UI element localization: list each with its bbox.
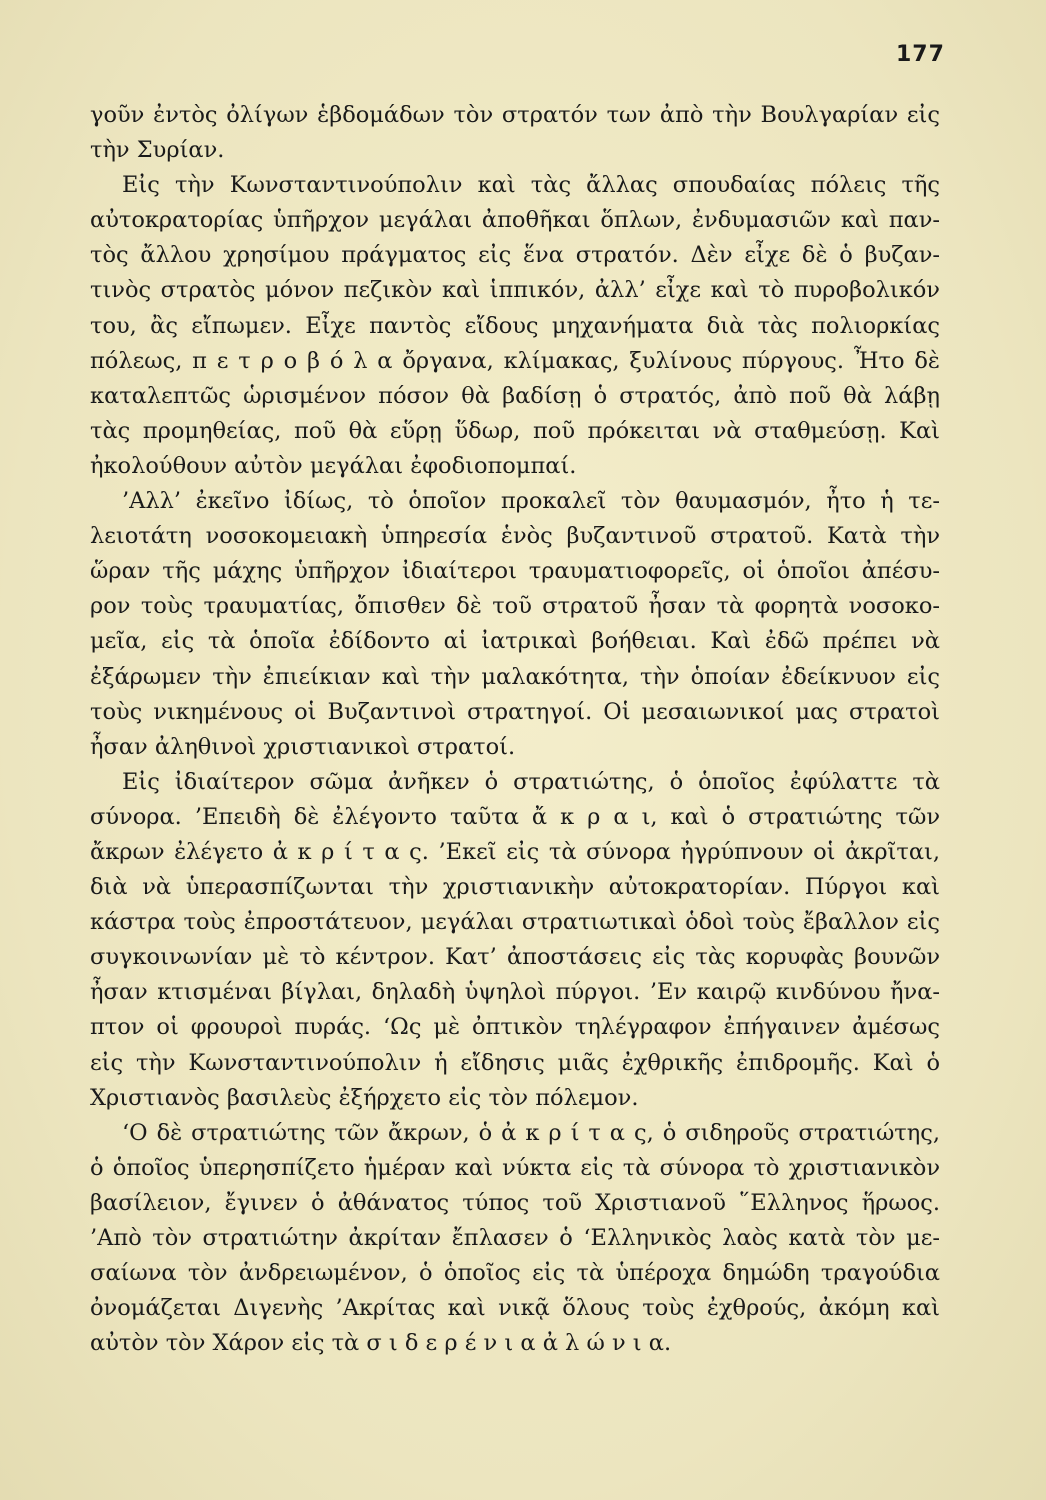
- text-line: καταλεπτῶς ὡρισμένον πόσον θὰ βαδίσῃ ὁ στρατός, ἀπὸ ποῦ θὰ λάβῃ: [90, 382, 940, 409]
- text-line: ’Απὸ τὸν στρατιώτην ἀκρίταν ἔπλασεν ὁ ‘Ελληνικὸς λαὸς κατὰ τὸν με-: [90, 1225, 940, 1251]
- text-line: ὁ ὁποῖος ὑπερησπίζετο ἡμέραν καὶ νύκτα εἰς τὰ σύνορα τὸ χριστιανικὸν: [90, 1154, 940, 1181]
- text-line: τὸς ἄλλου χρησίμου πράγματος εἰς ἕνα στρατόν. Δὲν εἶχε δὲ ὁ βυζαν-: [90, 242, 940, 269]
- page-number: 177: [896, 42, 945, 67]
- text-line: εἰς τὴν Κωνσταντινούπολιν ἡ εἴδησις μιᾶς ἐχθρικῆς ἐπιδρομῆς. Καὶ ὁ: [90, 1049, 940, 1076]
- text-line: Χριστιανὸς βασιλεὺς ἐξήρχετο εἰς τὸν πόλεμον.: [90, 1084, 639, 1111]
- text-line: ’Αλλ’ ἐκεῖνο ἰδίως, τὸ ὁποῖον προκαλεῖ τὸν θαυμασμόν, ἦτο ἡ τε-: [122, 488, 940, 515]
- text-line: λειοτάτη νοσοκομειακὴ ὑπηρεσία ἑνὸς βυζαντινοῦ στρατοῦ. Κατὰ τὴν: [90, 523, 940, 550]
- text-line: διὰ νὰ ὑπερασπίζωνται τὴν χριστιανικὴν αὐτοκρατορίαν. Πύργοι καὶ: [90, 874, 940, 901]
- text-line: ἦσαν κτισμέναι βίγλαι, δηλαδὴ ὑψηλοὶ πύργοι. ’Εν καιρῷ κινδύνου ἤνα-: [90, 979, 940, 1006]
- text-line: αὐτὸν τὸν Χάρον εἰς τὰ σ ι δ ε ρ έ ν ι α ἀ λ ώ ν ι α.: [90, 1330, 672, 1357]
- text-line: τοὺς νικημένους οἱ Βυζαντινοὶ στρατηγοί. Οἱ μεσαιωνικοί μας στρατοὶ: [90, 698, 940, 725]
- text-line: πτον οἱ φρουροὶ πυράς. ‘Ως μὲ ὀπτικὸν τηλέγραφον ἐπήγαινεν ἀμέσως: [90, 1014, 940, 1041]
- text-line: βασίλειον, ἔγινεν ὁ ἀθάνατος τύπος τοῦ Χριστιανοῦ ῞Ελληνος ἥρωος.: [90, 1189, 940, 1216]
- text-line: αὐτοκρατορίας ὑπῆρχον μεγάλαι ἀποθῆκαι ὅπλων, ἐνδυμασιῶν καὶ παν-: [90, 207, 940, 234]
- text-line: Εἰς τὴν Κωνσταντινούπολιν καὶ τὰς ἄλλας σπουδαίας πόλεις τῆς: [122, 172, 940, 199]
- text-line: ὥραν τῆς μάχης ὑπῆρχον ἰδιαίτεροι τραυματιοφορεῖς, οἱ ὁποῖοι ἀπέσυ-: [90, 558, 940, 585]
- text-line: σαίωνα τὸν ἀνδρειωμένον, ὁ ὁποῖος εἰς τὰ ὑπέροχα δημώδη τραγούδια: [90, 1260, 940, 1287]
- text-line: ἐξάρωμεν τὴν ἐπιείκιαν καὶ τὴν μαλακότητα, τὴν ὁποίαν ἐδείκνυον εἰς: [90, 663, 940, 690]
- text-line: ρον τοὺς τραυματίας, ὄπισθεν δὲ τοῦ στρατοῦ ἦσαν τὰ φορητὰ νοσοκο-: [90, 593, 940, 620]
- text-line: ὀνομάζεται Διγενὴς ’Ακρίτας καὶ νικᾷ ὅλους τοὺς ἐχθρούς, ἀκόμη καὶ: [90, 1295, 940, 1322]
- text-line: μεῖα, εἰς τὰ ὁποῖα ἐδίδοντο αἱ ἰατρικαὶ βοήθειαι. Καὶ ἐδῶ πρέπει νὰ: [90, 628, 940, 655]
- text-line: του, ἂς εἴπωμεν. Εἶχε παντὸς εἴδους μηχανήματα διὰ τὰς πολιορκίας: [90, 312, 940, 339]
- text-line: Εἰς ἰδιαίτερον σῶμα ἀνῆκεν ὁ στρατιώτης, ὁ ὁποῖος ἐφύλαττε τὰ: [122, 768, 940, 795]
- text-line: ἠκολούθουν αὐτὸν μεγάλαι ἐφοδιοπομπαί.: [90, 452, 577, 479]
- text-line: ἄκρων ἐλέγετο ἀ κ ρ ί τ α ς. ’Εκεῖ εἰς τὰ σύνορα ἠγρύπνουν οἱ ἀκρῖται,: [90, 838, 940, 865]
- text-line: τὰς προμηθείας, ποῦ θὰ εὕρῃ ὕδωρ, ποῦ πρόκειται νὰ σταθμεύσῃ. Καὶ: [90, 417, 940, 444]
- text-line: ‘Ο δὲ στρατιώτης τῶν ἄκρων, ὁ ἀ κ ρ ί τ α ς, ὁ σιδηροῦς στρατιώτης,: [122, 1119, 940, 1146]
- text-line: ἦσαν ἀληθινοὶ χριστιανικοὶ στρατοί.: [90, 733, 516, 760]
- text-line: πόλεως, π ε τ ρ ο β ό λ α ὄργανα, κλίμακας, ξυλίνους πύργους. Ἦτο δὲ: [90, 347, 940, 374]
- body-text: [90, 98, 940, 1361]
- text-line: σύνορα. ’Επειδὴ δὲ ἐλέγοντο ταῦτα ἄ κ ρ α ι, καὶ ὁ στρατιώτης τῶν: [90, 803, 940, 830]
- text-line: συγκοινωνίαν μὲ τὸ κέντρον. Κατ’ ἀποστάσεις εἰς τὰς κορυφὰς βουνῶν: [90, 944, 940, 971]
- text-line: γοῦν ἐντὸς ὀλίγων ἑβδομάδων τὸν στρατόν των ἀπὸ τὴν Βουλγαρίαν εἰς: [90, 102, 940, 128]
- text-line: τὴν Συρίαν.: [90, 137, 225, 164]
- text-line: κάστρα τοὺς ἐπροστάτευον, μεγάλαι στρατιωτικαὶ ὁδοὶ τοὺς ἔβαλλον εἰς: [90, 909, 940, 936]
- text-line: τινὸς στρατὸς μόνον πεζικὸν καὶ ἱππικόν, ἀλλ’ εἶχε καὶ τὸ πυροβολικόν: [90, 277, 940, 304]
